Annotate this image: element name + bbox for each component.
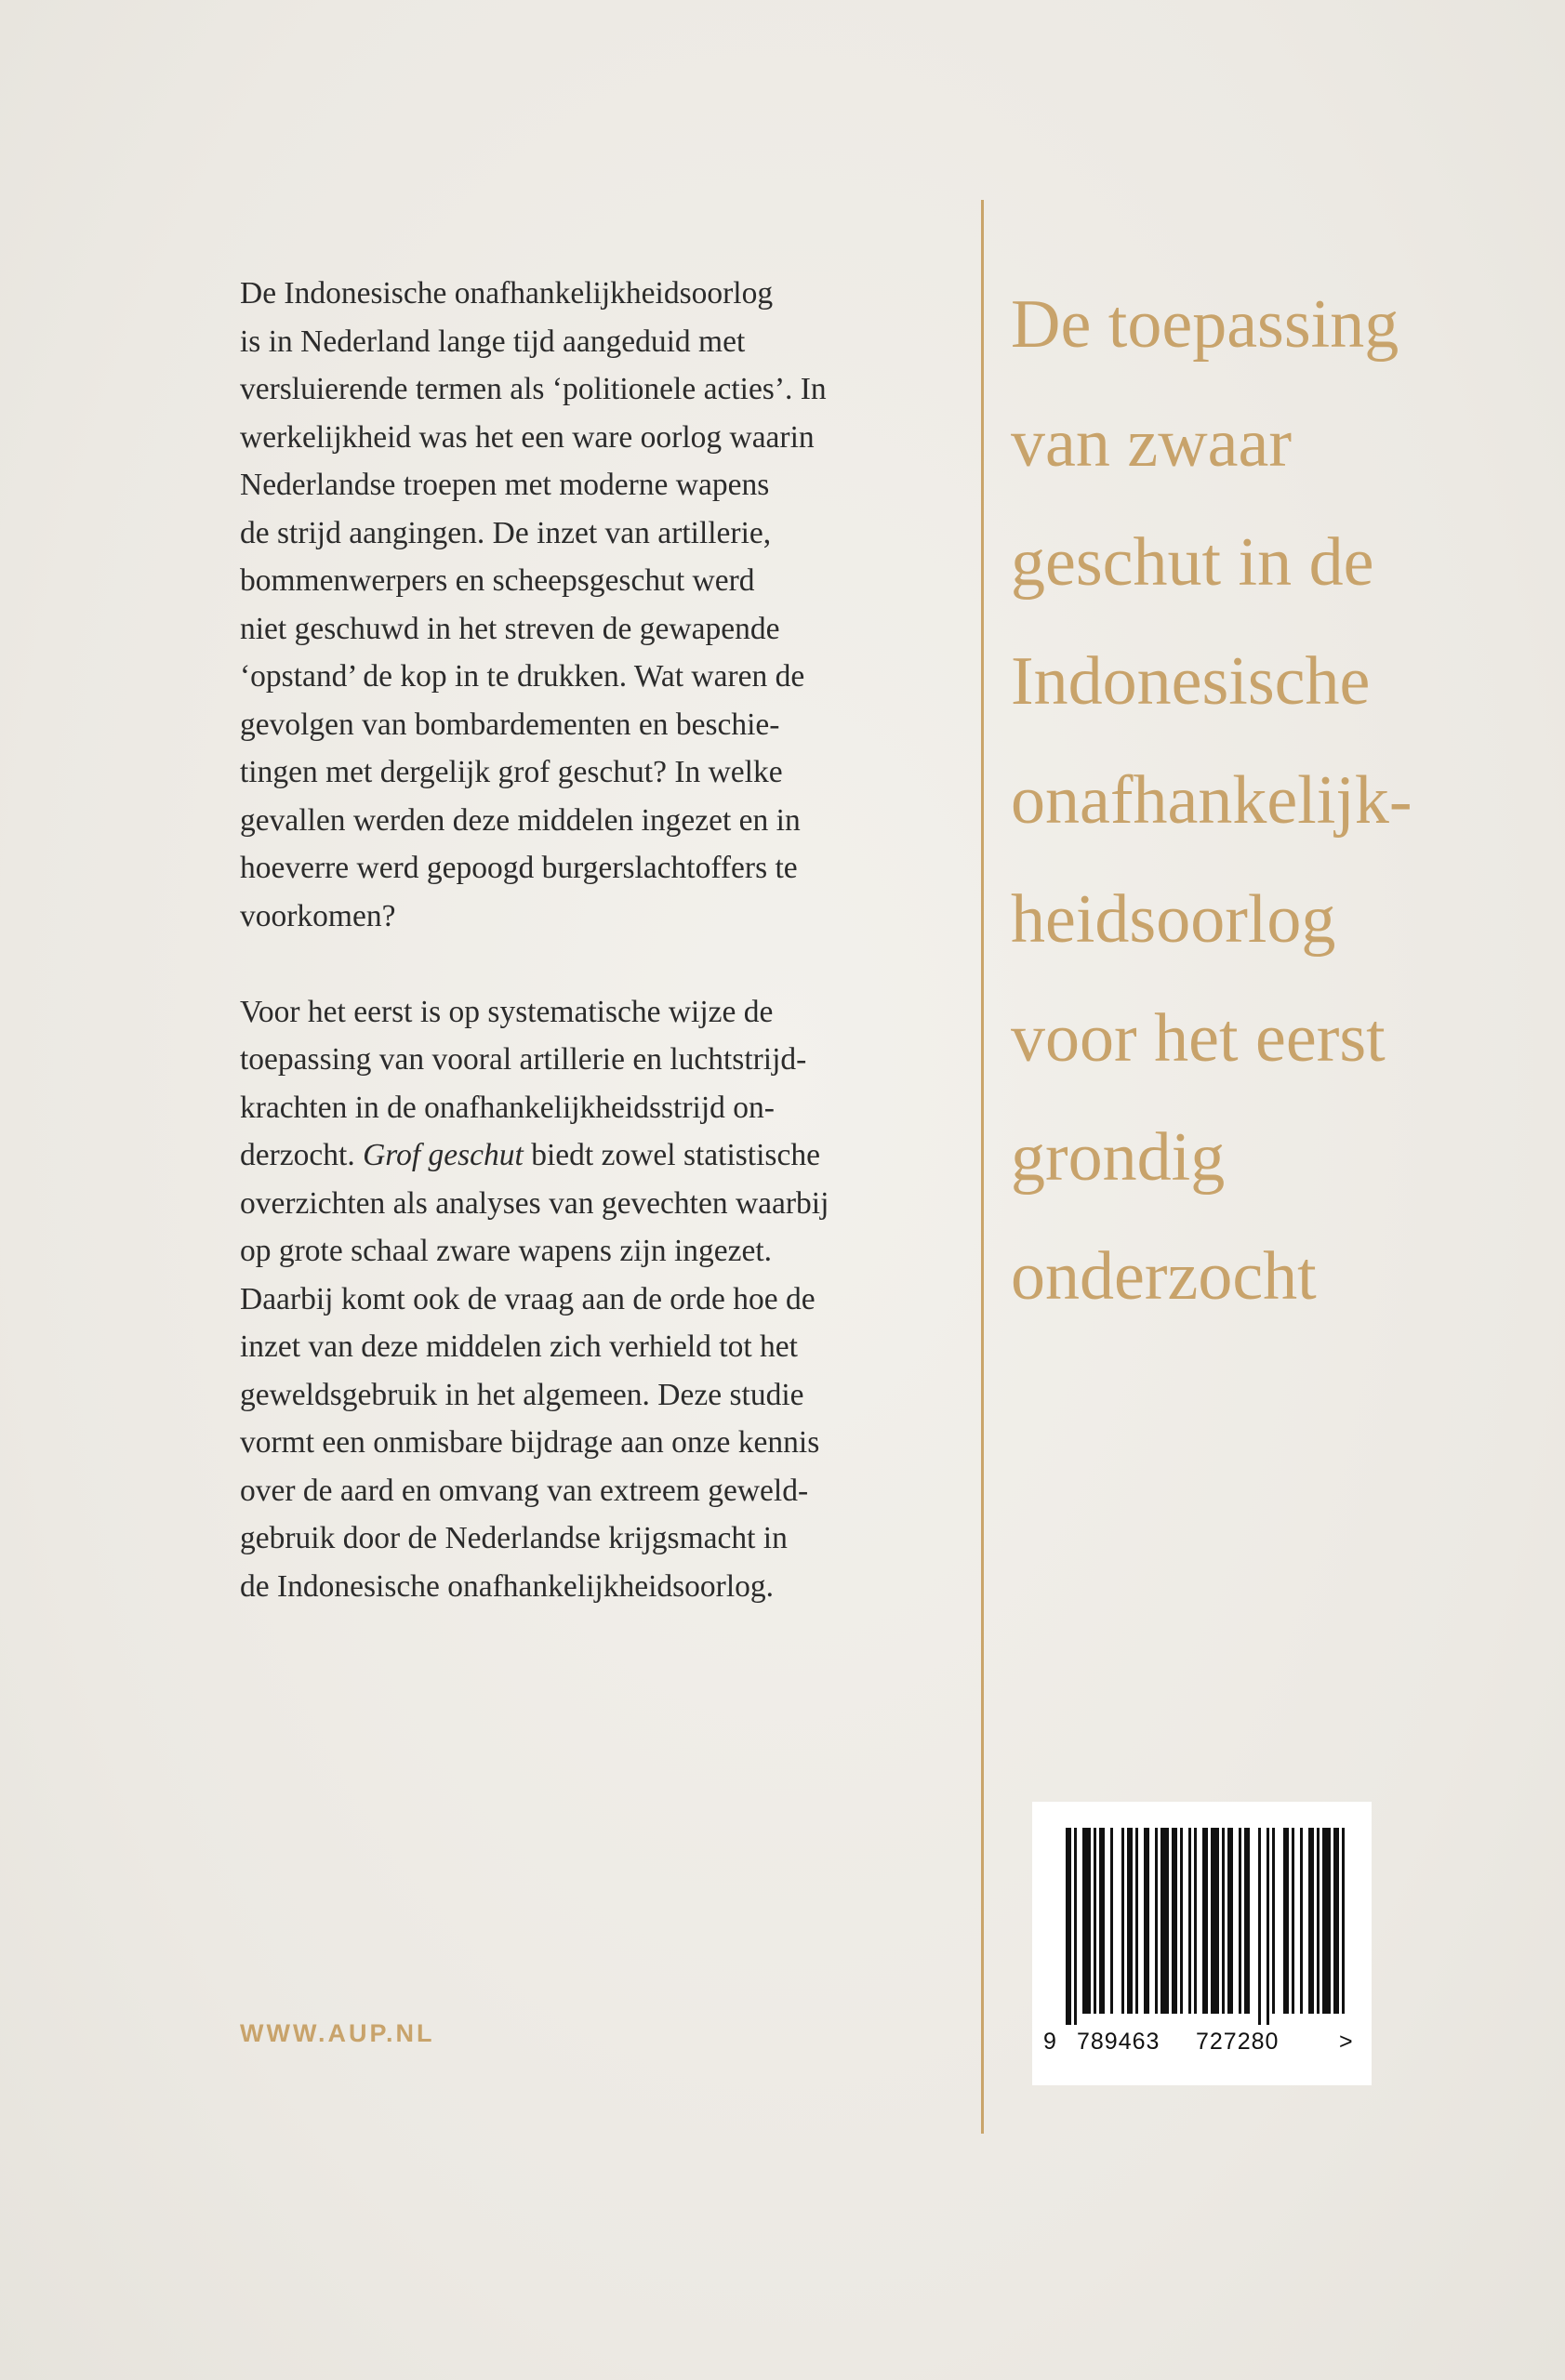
text-line: geweldsgebruik in het algemeen. Deze studie	[240, 1377, 804, 1412]
text-line: niet geschuwd in het streven de gewapende	[240, 611, 780, 646]
barcode-right-group: 727280	[1196, 2029, 1280, 2055]
book-title-italic: Grof geschut	[363, 1138, 524, 1172]
tagline	[1011, 265, 1532, 1336]
barcode-bar	[1180, 1828, 1183, 2014]
text-line: gevallen werden deze middelen ingezet en in	[240, 802, 801, 838]
description-paragraph-2	[240, 988, 947, 1611]
tagline-line: Indonesische	[1011, 643, 1371, 720]
text-line: over de aard en omvang van extreem geweld-	[240, 1473, 809, 1508]
publisher-website: WWW.AUP.NL	[240, 2019, 435, 2047]
barcode-bar	[1127, 1828, 1133, 2014]
tagline-line: geschut in de	[1011, 524, 1374, 601]
tagline-line: De toepassing	[1011, 286, 1399, 363]
barcode-bar	[1267, 1828, 1269, 2025]
barcode-bar	[1342, 1828, 1345, 2014]
barcode-bar	[1333, 1828, 1339, 2014]
text-line: De Indonesische onafhankelijkheidsoorlog	[240, 276, 774, 311]
barcode-bar	[1194, 1828, 1197, 2014]
barcode-bar	[1300, 1828, 1303, 2014]
barcode-arrow: >	[1339, 2029, 1354, 2055]
description-paragraph-1	[240, 270, 947, 940]
barcode-first-digit: 9	[1043, 2029, 1057, 2055]
text-line: krachten in de onafhankelijkheidsstrijd on-	[240, 1090, 775, 1125]
barcode-bar	[1110, 1828, 1113, 2014]
text-line: vormt een onmisbare bijdrage aan onze kennis	[240, 1425, 820, 1460]
barcode-bar	[1283, 1828, 1289, 2014]
barcode-bar	[1202, 1828, 1208, 2014]
barcode-bar	[1227, 1828, 1233, 2014]
barcode-bar	[1244, 1828, 1250, 2014]
text-line: werkelijkheid was het een ware oorlog waarin	[240, 419, 815, 455]
barcode-bar	[1066, 1828, 1071, 2025]
tagline-line: grondig	[1011, 1119, 1226, 1196]
text-line: Nederlandse troepen met moderne wapens	[240, 468, 770, 502]
barcode-bar	[1239, 1828, 1241, 2014]
text-line: voorkomen?	[240, 898, 396, 933]
text-fragment: biedt zowel statistische	[523, 1138, 820, 1172]
barcode-bar	[1188, 1828, 1191, 2014]
text-line: toepassing van vooral artillerie en luchtstrijd-	[240, 1042, 807, 1077]
text-line: de Indonesische onafhankelijkheidsoorlog.	[240, 1568, 774, 1604]
barcode-bar	[1292, 1828, 1294, 2014]
text-line: Daarbij komt ook de vraag aan de orde hoe de	[240, 1281, 816, 1316]
text-line: bommenwerpers en scheepsgeschut werd	[240, 563, 755, 598]
text-line: Voor het eerst is op systematische wijze de	[240, 994, 774, 1029]
tagline-line: van zwaar	[1011, 405, 1292, 482]
text-line: ‘opstand’ de kop in te drukken. Wat waren de	[240, 659, 805, 694]
barcode-bar	[1258, 1828, 1261, 2025]
barcode-bar	[1144, 1828, 1149, 2014]
tagline-line: onderzocht	[1011, 1238, 1317, 1315]
isbn-barcode	[1032, 1802, 1372, 2085]
text-fragment: derzocht.	[240, 1138, 364, 1172]
barcode-bar	[1082, 1828, 1091, 2014]
barcode-bar	[1222, 1828, 1225, 2014]
text-line: versluierende termen als ‘politionele acties’. In	[240, 372, 827, 406]
vertical-divider	[981, 200, 984, 2134]
barcode-bar	[1099, 1828, 1105, 2014]
barcode-bar	[1322, 1828, 1331, 2014]
text-line: gebruik door de Nederlandse krijgsmacht in	[240, 1521, 788, 1555]
barcode-bar	[1074, 1828, 1077, 2025]
barcode-bars	[1032, 1802, 1372, 2030]
tagline-line: voor het eerst	[1011, 1000, 1386, 1077]
tagline-line: onafhankelijk-	[1011, 762, 1412, 839]
text-line: inzet van deze middelen zich verhield tot het	[240, 1329, 798, 1364]
description-column	[240, 270, 947, 1610]
barcode-bar	[1155, 1828, 1158, 2014]
text-line: op grote schaal zware wapens zijn ingezet.	[240, 1234, 773, 1268]
text-line: hoeverre werd gepoogd burgerslachtoffers te	[240, 851, 798, 885]
text-line: tingen met dergelijk grof geschut? In welke	[240, 755, 783, 789]
text-line-with-title	[240, 1131, 947, 1180]
barcode-bar	[1135, 1828, 1138, 2014]
barcode-bar	[1094, 1828, 1096, 2014]
text-line: de strijd aangingen. De inzet van artillerie,	[240, 515, 772, 550]
barcode-bar	[1172, 1828, 1177, 2014]
barcode-bar	[1272, 1828, 1275, 2014]
barcode-left-group: 789463	[1077, 2029, 1160, 2055]
barcode-bar	[1160, 1828, 1169, 2014]
barcode-bar	[1308, 1828, 1314, 2014]
barcode-bar	[1317, 1828, 1320, 2014]
tagline-line: heidsoorlog	[1011, 881, 1336, 958]
text-line: gevolgen van bombardementen en beschie-	[240, 707, 780, 742]
text-line: is in Nederland lange tijd aangeduid met	[240, 324, 746, 359]
text-line: overzichten als analyses van gevechten waarbij	[240, 1185, 829, 1221]
barcode-bar	[1211, 1828, 1219, 2014]
barcode-bar	[1121, 1828, 1124, 2014]
